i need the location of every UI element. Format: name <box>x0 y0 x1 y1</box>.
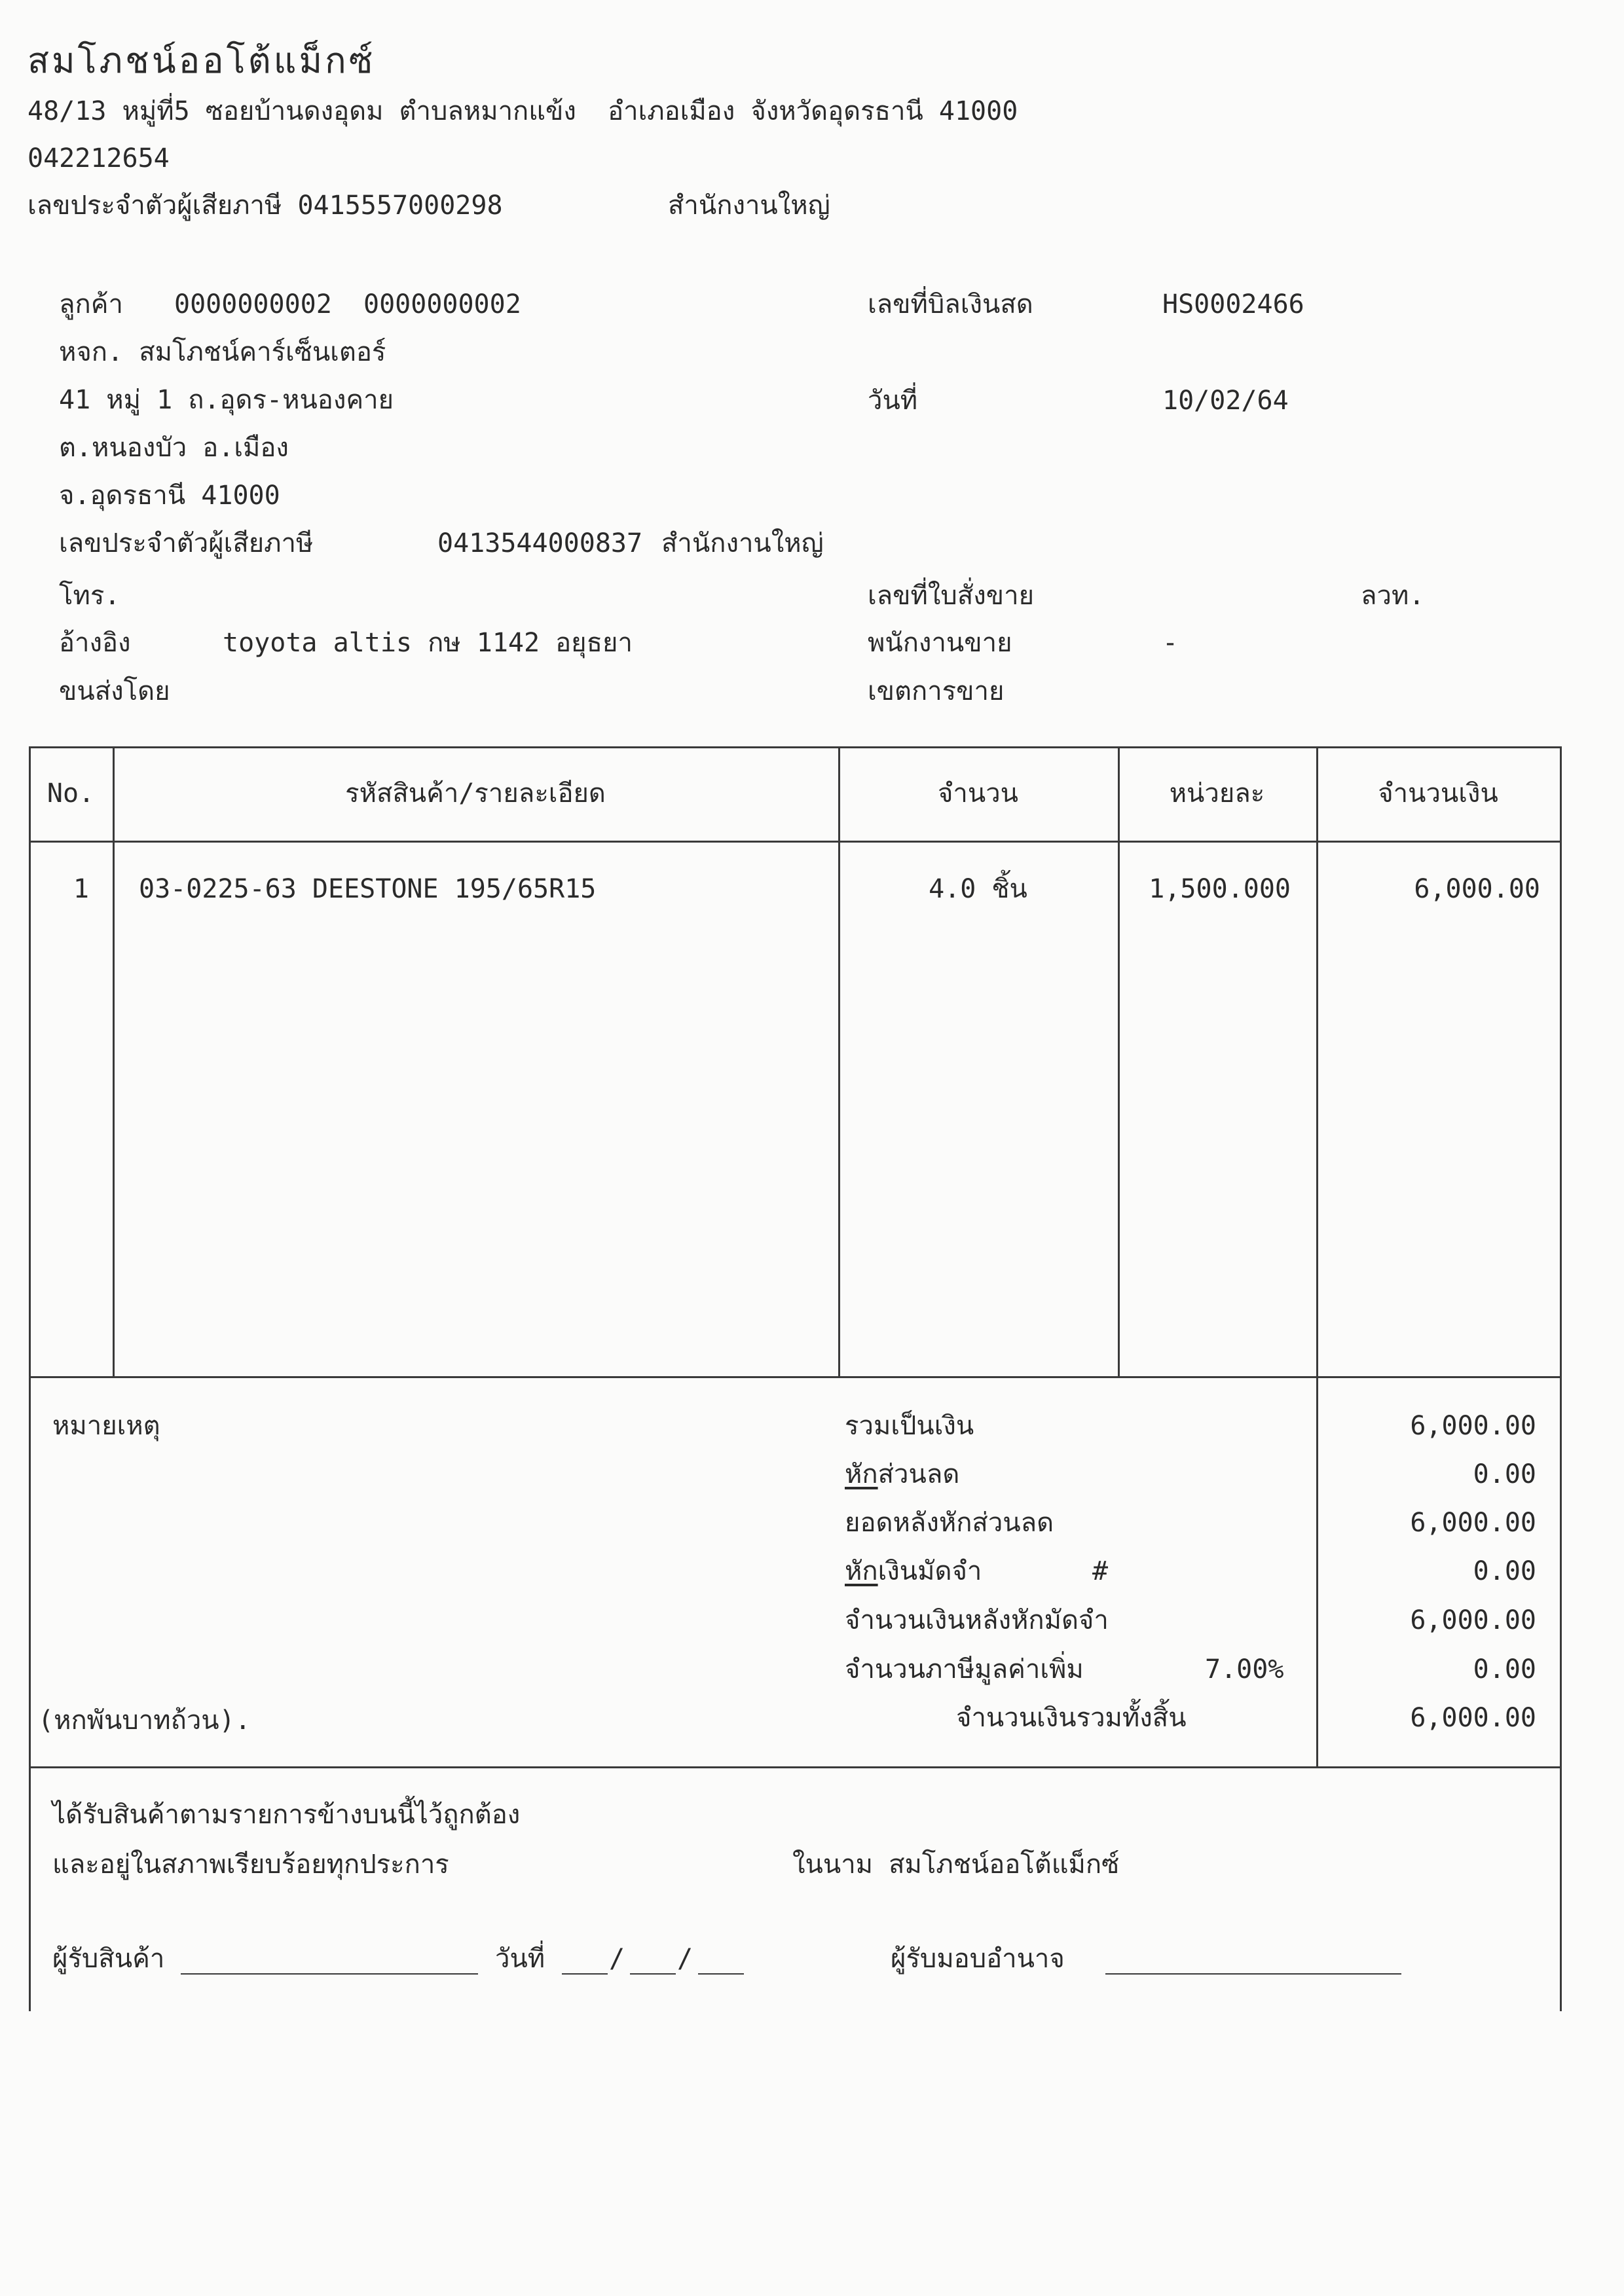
after-discount-value: 6,000.00 <box>1410 1508 1536 1538</box>
customer-label: ลูกค้า <box>59 289 123 319</box>
row-unit-price: 1,500.000 <box>1149 874 1291 904</box>
received-statement-2: และอยู่ในสภาพเรียบร้อยทุกประการ <box>52 1850 449 1880</box>
date-day-line <box>562 1973 608 1975</box>
authorized-signature-line <box>1105 1973 1401 1975</box>
customer-phone-label: โทร. <box>59 581 120 611</box>
customer-tax-id: 0413544000837 <box>437 528 643 558</box>
date-month-line <box>630 1973 676 1975</box>
company-phone: 042212654 <box>28 143 170 173</box>
discount-label <box>845 1461 959 1487</box>
customer-tax-label: เลขประจำตัวผู้เสียภาษี <box>59 528 314 558</box>
customer-codes: 0000000002 0000000002 <box>174 289 521 319</box>
column-divider-no <box>113 746 115 1376</box>
bill-number-label: เลขที่บิลเงินสด <box>868 289 1033 319</box>
row-qty: 4.0 ชิ้น <box>929 874 1027 904</box>
column-divider-description <box>838 746 840 1376</box>
header-description: รหัสสินค้า/รายละเอียด <box>345 778 606 809</box>
invoice-date: 10/02/64 <box>1162 386 1289 416</box>
receiver-signature-line <box>181 1973 478 1975</box>
after-deposit-label: จำนวนเงินหลังหักมัดจำ <box>845 1605 1109 1635</box>
received-statement-1: ได้รับสินค้าตามรายการข้างบนนี้ไว้ถูกต้อง <box>52 1800 521 1830</box>
row-description: 03-0225-63 DEESTONE 195/65R15 <box>139 874 597 904</box>
subtotal-label: รวมเป็นเงิน <box>845 1411 974 1441</box>
vat-label: จำนวนภาษีมูลค่าเพิ่ม <box>845 1654 1084 1685</box>
header-no: No. <box>46 778 95 809</box>
sales-area-label: เขตการขาย <box>868 676 1005 706</box>
row-amount: 6,000.00 <box>1414 874 1540 904</box>
authorized-label: ผู้รับมอบอำนาจ <box>891 1944 1065 1974</box>
header-qty: จำนวน <box>937 778 1019 809</box>
header-amount: จำนวนเงิน <box>1378 778 1498 809</box>
vat-value: 0.00 <box>1473 1654 1536 1685</box>
column-divider-qty <box>1118 746 1120 1376</box>
customer-shipping-label: ขนส่งโดย <box>59 676 170 706</box>
customer-branch: สำนักงานใหญ่ <box>661 528 824 558</box>
summary-bottom-border <box>29 1766 1561 1768</box>
remark-label: หมายเหตุ <box>52 1411 160 1441</box>
table-header-border <box>29 841 1561 843</box>
company-name: สมโภชน์ออโต้แม็กซ์ <box>28 40 376 81</box>
salesperson-value: - <box>1162 628 1179 658</box>
company-address: 48/13 หมู่ที่5 ซอยบ้านดงอุดม ตำบลหมากแข้ง อำเภอเมือง จังหวัดอุดรธานี 41000 <box>28 96 1018 126</box>
after-deposit-value: 6,000.00 <box>1410 1605 1536 1635</box>
row-no: 1 <box>73 874 89 904</box>
customer-address-1: 41 หมู่ 1 ถ.อุดร-หนองคาย <box>59 385 394 415</box>
customer-address-3: จ.อุดรธานี 41000 <box>59 481 280 511</box>
grand-total-label: จำนวนเงินรวมทั้งสิ้น <box>956 1703 1187 1733</box>
deposit-label <box>845 1558 982 1584</box>
deposit-hash: # <box>1092 1556 1109 1586</box>
discount-value: 0.00 <box>1473 1459 1536 1489</box>
sales-order-label: เลขที่ใบสั่งขาย <box>868 581 1035 611</box>
receiver-label: ผู้รับสินค้า <box>52 1944 165 1974</box>
date-slash-2: / <box>677 1944 693 1974</box>
sales-order-value: ลวท. <box>1361 581 1425 611</box>
vat-rate: 7.00% <box>1205 1654 1284 1685</box>
on-behalf-of: ในนาม สมโภชน์ออโต้แม็กซ์ <box>792 1850 1120 1880</box>
discount-label-prefix: หัก <box>845 1459 878 1489</box>
company-tax-id: เลขประจำตัวผู้เสียภาษี 0415557000298 <box>28 191 503 221</box>
table-right-border <box>1560 746 1562 2011</box>
date-slash-1: / <box>609 1944 625 1974</box>
amount-in-words: (หกพันบาทถ้วน). <box>38 1705 251 1736</box>
after-discount-label: ยอดหลังหักส่วนลด <box>845 1508 1054 1538</box>
customer-address-2: ต.หนองบัว อ.เมือง <box>59 433 289 463</box>
company-branch: สำนักงานใหญ่ <box>668 191 830 221</box>
bill-number: HS0002466 <box>1162 289 1304 319</box>
salesperson-label: พนักงานขาย <box>868 628 1012 658</box>
date-label: วันที่ <box>868 386 918 416</box>
table-top-border <box>29 746 1561 748</box>
table-left-border <box>29 746 31 2011</box>
deposit-label-prefix: หัก <box>845 1556 878 1586</box>
date-year-line <box>698 1973 744 1975</box>
discount-label-rest: ส่วนลด <box>877 1459 960 1489</box>
subtotal-value: 6,000.00 <box>1410 1411 1536 1441</box>
grand-total-value: 6,000.00 <box>1410 1703 1536 1733</box>
table-bottom-border <box>29 1376 1561 1378</box>
deposit-value: 0.00 <box>1473 1556 1536 1586</box>
header-unit-price: หน่วยละ <box>1169 778 1265 809</box>
customer-reference-label: อ้างอิง <box>59 628 131 658</box>
receipt-date-label: วันที่ <box>495 1944 545 1974</box>
customer-name: หจก. สมโภชน์คาร์เซ็นเตอร์ <box>59 337 386 367</box>
customer-reference-value: toyota altis กษ 1142 อยุธยา <box>223 628 633 658</box>
deposit-label-rest: เงินมัดจำ <box>877 1556 982 1586</box>
